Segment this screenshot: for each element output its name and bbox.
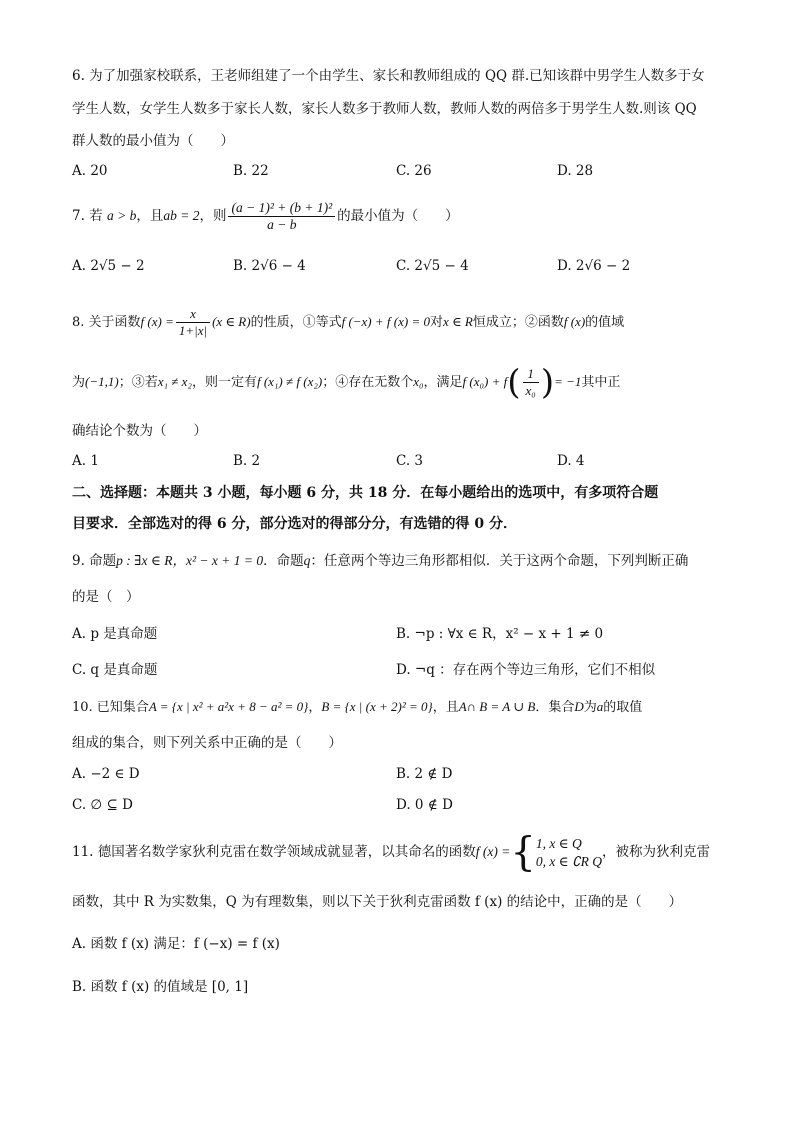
q10-option-a: A. −2 ∈ D: [72, 766, 140, 782]
q10-text-b: ，且: [432, 700, 459, 715]
q8-inner-numerator: 1: [523, 366, 539, 383]
q8-line-2: [72, 362, 722, 403]
q10-text-e: 的取值: [603, 700, 643, 715]
q8-line-1: [72, 302, 722, 343]
q8-option-c: C. 3: [396, 453, 424, 469]
q9-line-1: [72, 551, 722, 571]
q8-inequality-1: x₁ ≠ x₂: [157, 374, 192, 389]
q9-option-b: B. ¬p : ∀x ∈ R，x² − x + 1 ≠ 0: [396, 626, 604, 642]
q7-condition-2: ab = 2: [163, 208, 200, 223]
q10-set-b: B = {x | (x + 2)² = 0}: [321, 699, 433, 714]
q8-line2-c: ，则一定有: [191, 375, 257, 390]
q8-text-3: 恒成立；②函数: [472, 315, 564, 330]
q6-line-3: 群人数的最小值为（ ）: [72, 133, 234, 149]
q7-option-d: D. 2√6 − 2: [557, 258, 631, 274]
q7-mid: ，且: [136, 208, 164, 224]
q7-prefix: 7. 若: [72, 208, 103, 224]
q8-text-2: 对: [429, 315, 443, 330]
q10-comma: ，: [308, 700, 322, 715]
q10-text-c: ．集合: [535, 700, 575, 715]
q8-func-lhs: f (x) =: [140, 314, 174, 329]
q8-func-fraction: [176, 306, 210, 339]
q7-numerator: (a − 1)² + (b + 1)²: [228, 200, 335, 217]
q9-text-b: ．命题: [263, 553, 304, 569]
q8-line-3: 确结论个数为（ ）: [72, 423, 207, 439]
q8-domain: (x ∈ R): [212, 314, 251, 329]
q8-equation-1: f (−x) + f (x) = 0: [341, 314, 430, 329]
q8-equation-tail: = −1: [554, 374, 582, 389]
q7-then: ，则: [199, 208, 227, 224]
q8-line2-b: ；③若: [118, 375, 158, 390]
section-2-heading-line-1: 二、选择题：本题共 3 小题，每小题 6 分，共 18 分．在每小题给出的选项中，有多项符合题: [72, 485, 659, 501]
q7-option-a: A. 2√5 − 2: [72, 258, 145, 274]
q8-option-a: A. 1: [72, 453, 99, 469]
q7-stem: [72, 198, 722, 234]
q10-option-c: C. ∅ ⊆ D: [72, 797, 133, 813]
q9-option-c: C. q 是真命题: [72, 662, 158, 678]
q8-text-4: 的值域: [585, 315, 625, 330]
q8-fx: f (x): [563, 314, 586, 329]
q10-text-d: 为: [583, 700, 597, 715]
q8-line2-e: ，满足: [423, 375, 463, 390]
q8-inner-denominator: x₀: [525, 383, 536, 398]
q6-option-a: A. 20: [72, 163, 108, 179]
q8-condition: x ∈ R: [443, 314, 473, 329]
q10-line-2: 组成的集合，则下列关系中正确的是（ ）: [72, 735, 342, 751]
q8-range: (−1,1): [85, 374, 119, 389]
q7-fraction: [228, 200, 335, 233]
q8-line2-f: 其中正: [581, 375, 621, 390]
q9-proposition-p: p : ∃x ∈ R，x² − x + 1 = 0: [116, 553, 264, 568]
q11-prefix: 11. 德国著名数学家狄利克雷在数学领域成就显著，以其命名的函数: [72, 844, 476, 860]
q8-inequality-2: f (x₁) ≠ f (x₂): [256, 374, 323, 389]
q8-func-denominator: 1+|x|: [178, 323, 208, 338]
q11-brace: {: [510, 829, 536, 876]
q8-prefix: 8. 关于函数: [72, 315, 141, 330]
q6-line-1: 6. 为了加强家校联系，王老师组建了一个由学生、家长和教师组成的 QQ 群.已知该群中男学生人数多于女: [72, 68, 705, 84]
q11-line-2: 函数，其中 R 为实数集，Q 为有理数集，则以下关于狄利克雷函数 f (x) 的结论中，正确的是（ ）: [72, 894, 683, 910]
q9-proposition-q-label: q: [303, 553, 311, 568]
q8-line2-a: 为: [72, 375, 86, 390]
q10-line-1: [72, 697, 722, 718]
q11-option-a: A. 函数 f (x) 满足：f (−x) = f (x): [72, 936, 280, 952]
q11-case-2: 0, x ∈ ∁R Q: [535, 853, 603, 869]
q10-relation: A∩ B = A ∪ B: [458, 699, 536, 714]
q11-text-b: ，被称为狄利克雷: [602, 844, 711, 860]
q7-denominator: a − b: [267, 217, 297, 232]
q7-condition-1: a > b: [106, 208, 137, 223]
q11-function-lhs: f (x) =: [475, 844, 511, 859]
q8-left-paren: (: [507, 362, 521, 403]
q8-inner-fraction: [523, 366, 539, 399]
q8-right-paren: ): [540, 362, 555, 403]
q9-prefix: 9. 命题: [72, 553, 117, 569]
q6-option-b: B. 22: [233, 163, 269, 179]
q9-option-d: D. ¬q ：存在两个等边三角形，它们不相似: [396, 662, 656, 678]
q8-option-b: B. 2: [233, 453, 261, 469]
q7-option-b: B. 2√6 − 4: [233, 258, 306, 274]
q10-option-b: B. 2 ∉ D: [396, 766, 453, 782]
q10-prefix: 10. 已知集合: [72, 700, 149, 715]
q11-option-b: B. 函数 f (x) 的值域是 [0, 1]: [72, 979, 249, 995]
q9-text-c: ：任意两个等边三角形都相似．关于这两个命题，下列判断正确: [310, 553, 689, 569]
q10-set-d: D: [574, 699, 584, 714]
q6-option-d: D. 28: [557, 163, 594, 179]
q8-line2-d: ；④存在无数个: [322, 375, 414, 390]
q11-case-1: 1, x ∈ Q: [535, 835, 582, 851]
q8-func-numerator: x: [176, 306, 210, 323]
q8-expression: f (x₀) + f: [462, 374, 508, 389]
q9-line-2: 的是（ ）: [72, 589, 140, 605]
q10-set-a: A = {x | x² + a²x + 8 − a² = 0}: [148, 699, 309, 714]
q6-option-c: C. 26: [396, 163, 432, 179]
q11-piecewise-cases: [536, 835, 602, 871]
q6-line-2: 学生人数，女学生人数多于家长人数，家长人数多于教师人数，教师人数的两倍多于男学生人数.则该 QQ: [72, 101, 697, 117]
q10-option-d: D. 0 ∉ D: [396, 797, 453, 813]
q8-text-1: 的性质，①等式: [250, 315, 342, 330]
q8-x0: x₀: [413, 374, 424, 389]
q7-option-c: C. 2√5 − 4: [396, 258, 469, 274]
q10-variable-a: a: [596, 699, 604, 714]
q8-option-d: D. 4: [557, 453, 585, 469]
q7-suffix: 的最小值为（ ）: [337, 208, 459, 224]
q9-option-a: A. p 是真命题: [72, 626, 158, 642]
section-2-heading-line-2: 目要求．全部选对的得 6 分，部分选对的得部分分，有选错的得 0 分．: [72, 516, 517, 532]
q11-line-1: [72, 830, 722, 874]
